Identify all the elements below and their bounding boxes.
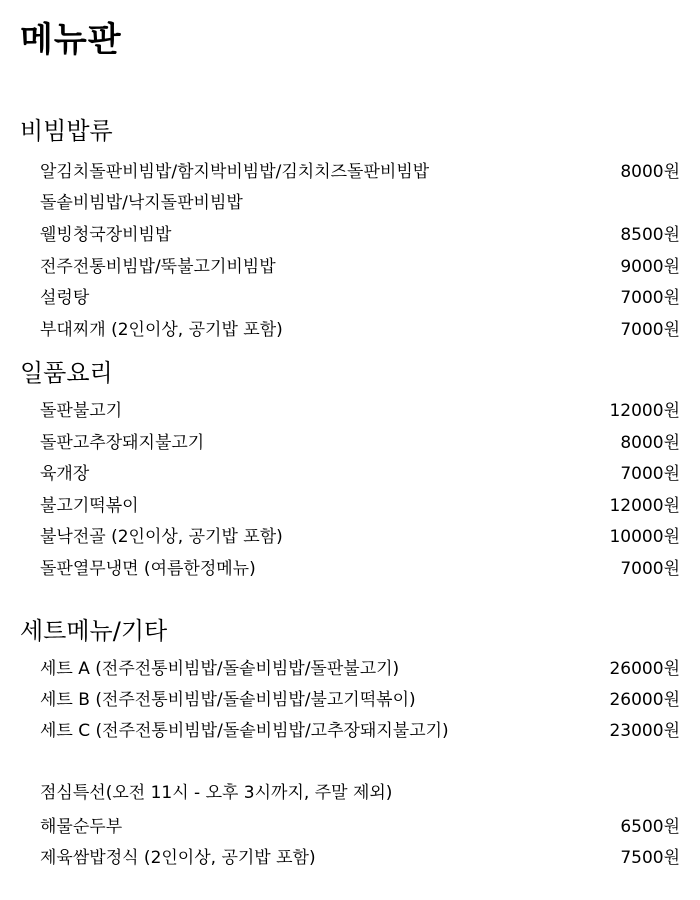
menu-item-price: 23000원 xyxy=(609,720,680,741)
menu-item-price: 9000원 xyxy=(620,256,680,277)
menu-item xyxy=(40,281,680,309)
menu-item-price: 7000원 xyxy=(620,319,680,340)
menu-item-price: 8000원 xyxy=(620,161,680,182)
menu-item-name: 부대찌개 (2인이상, 공기밥 포함) xyxy=(40,319,283,340)
menu-item-name: 돌판열무냉면 (여름한정메뉴) xyxy=(40,558,256,579)
menu-item-name: 설렁탕 xyxy=(40,287,90,308)
menu-item xyxy=(40,652,680,680)
menu-item-price: 8500원 xyxy=(620,224,680,245)
menu-item-name: 세트 A (전주전통비빔밥/돌솥비빔밥/돌판불고기) xyxy=(40,658,400,679)
section-heading-main-dishes: 일품요리 xyxy=(20,359,113,387)
menu-item-price: 7000원 xyxy=(620,463,680,484)
menu-item xyxy=(40,313,680,341)
menu-item xyxy=(40,457,680,485)
menu-item xyxy=(40,810,680,838)
menu-item-name: 웰빙청국장비빔밥 xyxy=(40,224,172,245)
menu-item-price: 12000원 xyxy=(609,495,680,516)
menu-item xyxy=(40,394,680,422)
menu-item-price: 12000원 xyxy=(609,400,680,421)
page-title: 메뉴판 xyxy=(20,20,122,60)
menu-item-name: 불낙전골 (2인이상, 공기밥 포함) xyxy=(40,526,283,547)
menu-item xyxy=(40,714,680,742)
lunch-special-note: 점심특선(오전 11시 - 오후 3시까지, 주말 제외) xyxy=(40,783,393,803)
menu-item-name: 세트 C (전주전통비빔밥/돌솥비빔밥/고추장돼지불고기) xyxy=(40,720,449,741)
menu-item xyxy=(40,552,680,580)
menu-item-price: 7000원 xyxy=(620,558,680,579)
menu-item-price: 10000원 xyxy=(609,526,680,547)
menu-item-price: 7500원 xyxy=(620,847,680,868)
menu-item-price: 7000원 xyxy=(620,287,680,308)
menu-item-name: 알김치돌판비빔밥/함지박비빔밥/김치치즈돌판비빔밥 xyxy=(40,161,430,182)
section-heading-bibimbap: 비빔밥류 xyxy=(20,117,113,145)
menu-item-price: 26000원 xyxy=(609,658,680,679)
menu-item xyxy=(40,186,680,214)
menu-item xyxy=(40,683,680,711)
menu-item xyxy=(40,489,680,517)
menu-item-name: 돌판고추장돼지불고기 xyxy=(40,432,205,453)
menu-item xyxy=(40,426,680,454)
menu-item-name: 육개장 xyxy=(40,463,90,484)
menu-item-name: 제육쌈밥정식 (2인이상, 공기밥 포함) xyxy=(40,847,316,868)
menu-item xyxy=(40,155,680,183)
menu-item xyxy=(40,841,680,869)
menu-item-name: 돌판불고기 xyxy=(40,400,123,421)
section-heading-set-menu: 세트메뉴/기타 xyxy=(20,617,168,645)
menu-item-name: 세트 B (전주전통비빔밥/돌솥비빔밥/불고기떡볶이) xyxy=(40,689,416,710)
menu-item xyxy=(40,218,680,246)
menu-item xyxy=(40,520,680,548)
menu-item-name: 해물순두부 xyxy=(40,816,123,837)
menu-item-name: 전주전통비빔밥/뚝불고기비빔밥 xyxy=(40,256,276,277)
menu-item-name: 불고기떡볶이 xyxy=(40,495,139,516)
menu-item xyxy=(40,250,680,278)
menu-item-price: 8000원 xyxy=(620,432,680,453)
menu-item-price: 26000원 xyxy=(609,689,680,710)
menu-item-name: 돌솥비빔밥/낙지돌판비빔밥 xyxy=(40,192,243,213)
menu-item-price: 6500원 xyxy=(620,816,680,837)
